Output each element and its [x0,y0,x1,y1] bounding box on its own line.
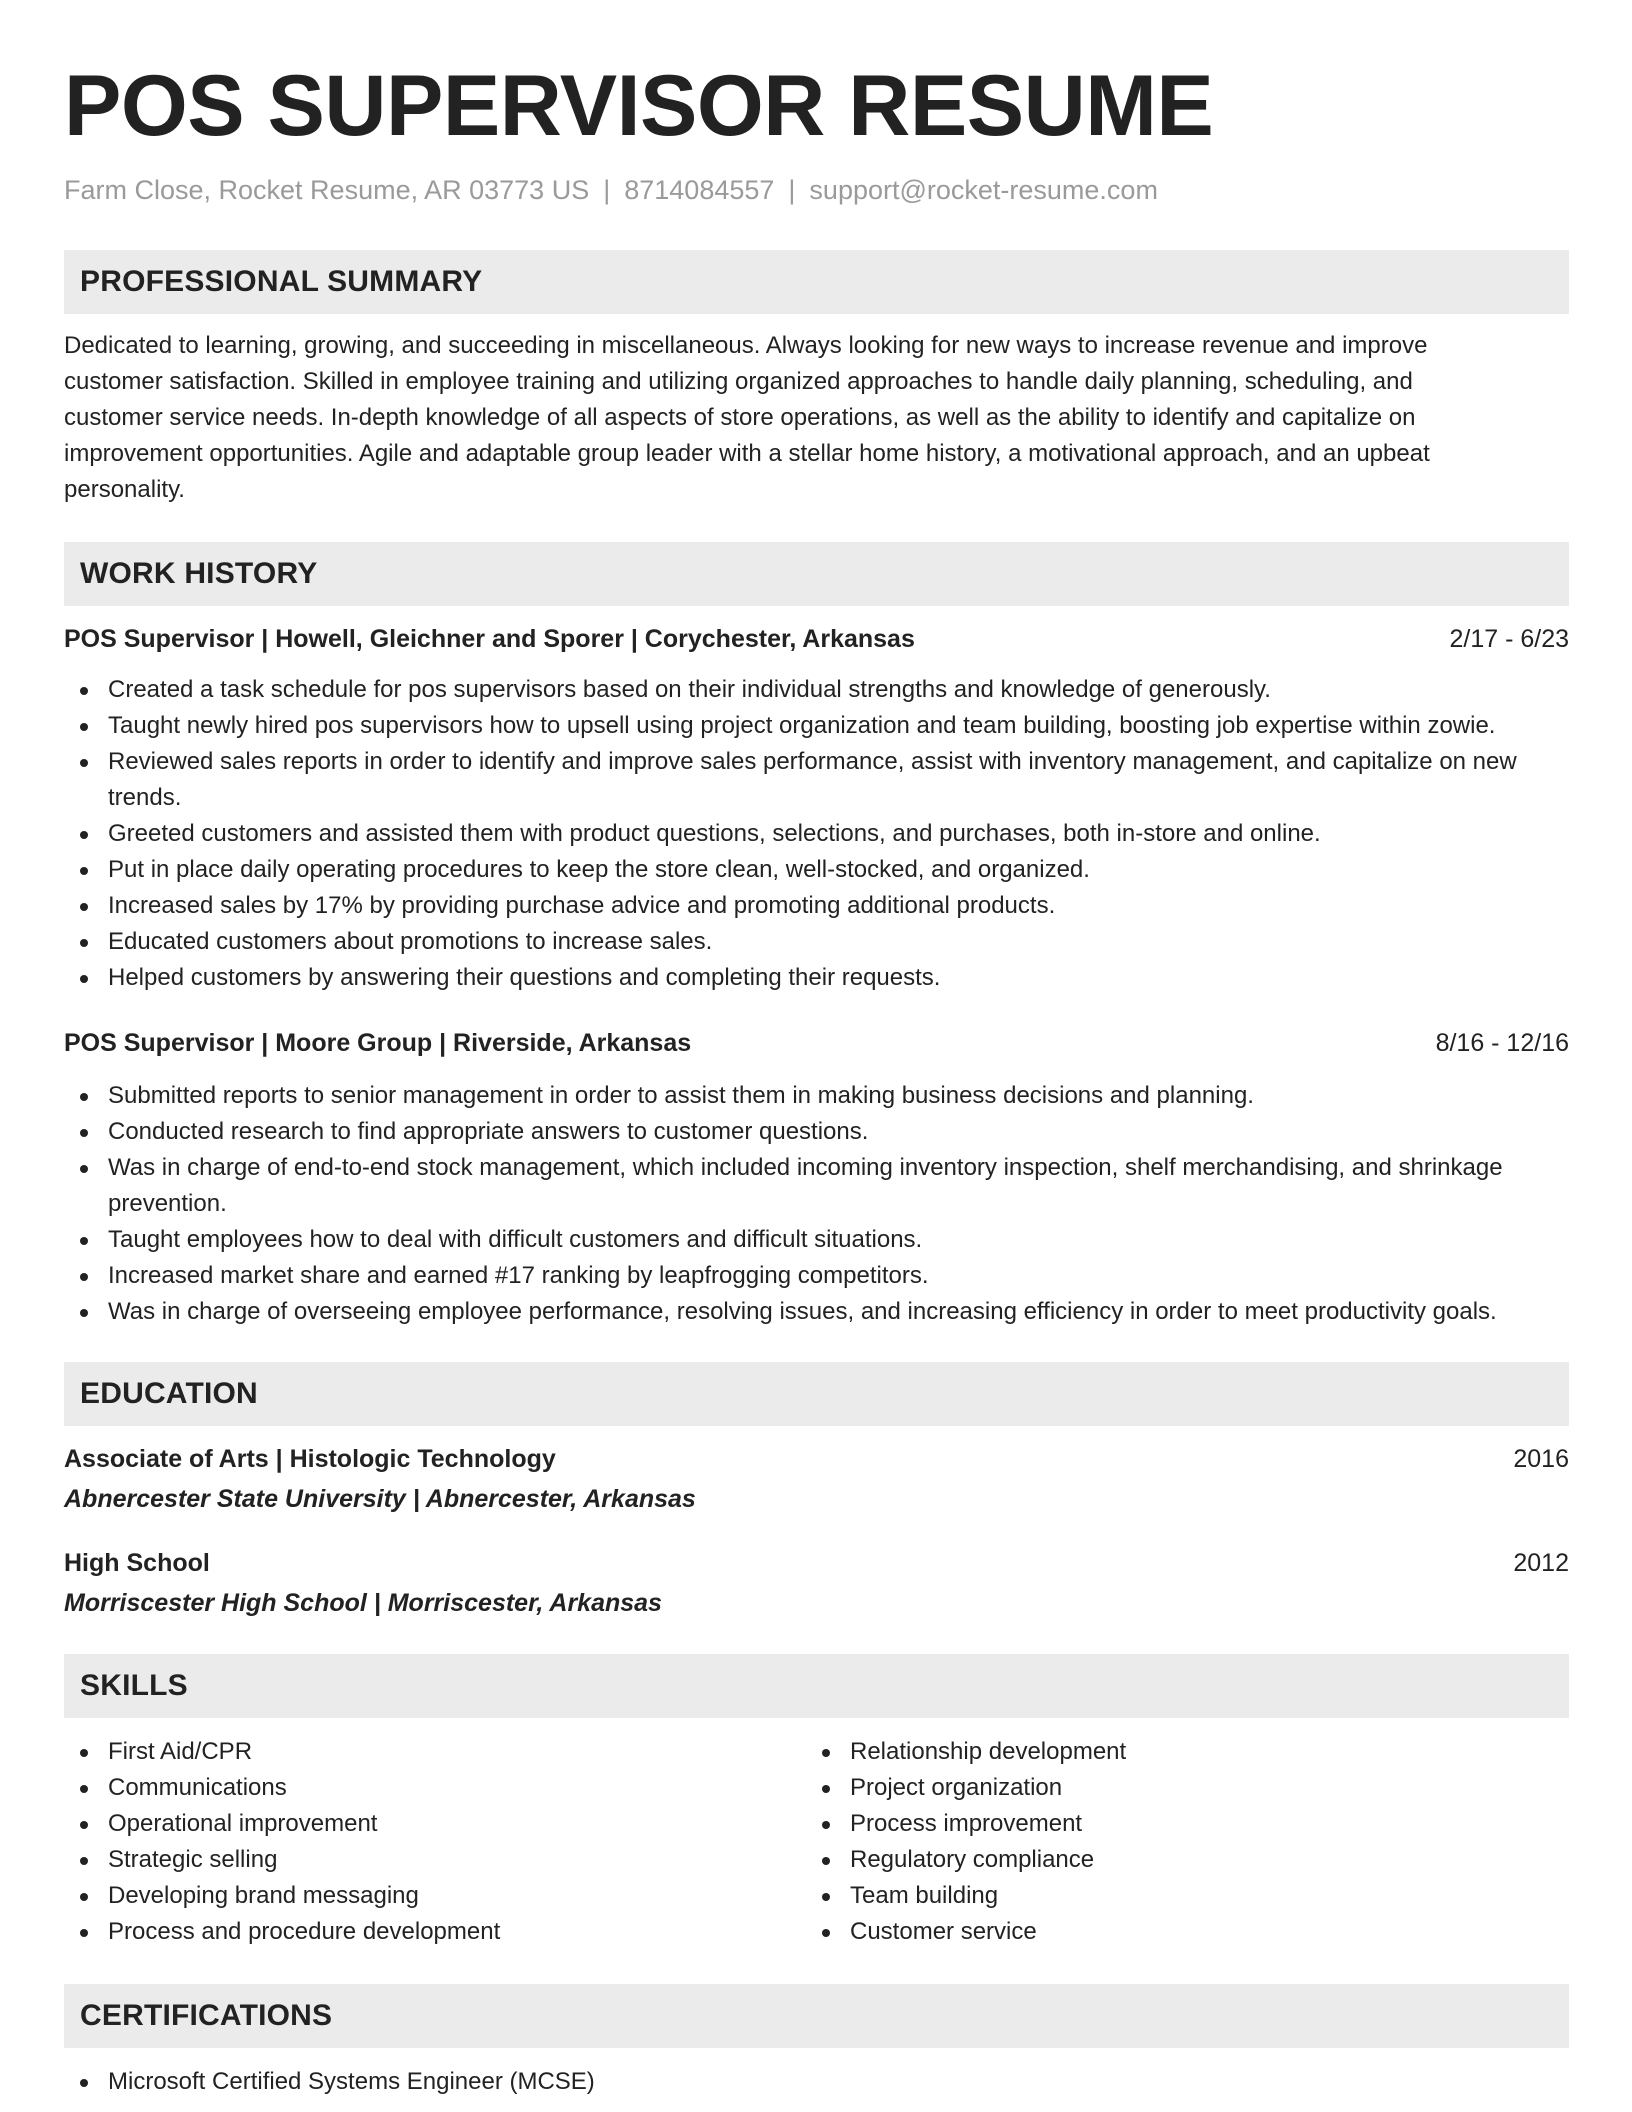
education-entry [64,1442,1569,1516]
job-dates: 2/17 - 6/23 [1449,625,1569,653]
section-heading-skills: SKILLS [64,1654,1569,1718]
job-bullet: Was in charge of end-to-end stock management, which included incoming inventory inspection, shelf merchandising, and shrinkage prevention. [64,1150,1569,1222]
section-heading-certifications: CERTIFICATIONS [64,1984,1569,2048]
education-header [64,1546,1569,1580]
job-bullet: Greeted customers and assisted them with product questions, selections, and purchases, both in-store and online. [64,816,1569,852]
certifications-list [64,2064,1569,2100]
skills-grid [64,1734,1569,1950]
skill-item: First Aid/CPR [64,1734,806,1770]
section-heading-work-history: WORK HISTORY [64,542,1569,606]
skill-item: Operational improvement [64,1806,806,1842]
education-year: 2016 [1513,1445,1569,1473]
job-bullet: Put in place daily operating procedures to keep the store clean, well-stocked, and organized. [64,852,1569,888]
education-year: 2012 [1513,1549,1569,1577]
contact-separator: | [603,175,611,205]
job-title: POS Supervisor | Moore Group | Riverside, Arkansas [64,1029,692,1057]
skill-item: Developing brand messaging [64,1878,806,1914]
skill-item: Process and procedure development [64,1914,806,1950]
job-bullet: Educated customers about promotions to increase sales. [64,924,1569,960]
summary-text: Dedicated to learning, growing, and succeeding in miscellaneous. Always looking for new ways to increase revenue and improve customer satisfaction. Skilled in employee training and utilizing organized approaches to handle daily planning, scheduling, and customer service needs. In-depth knowledge of all aspects of store operations, as well as the ability to identify and capitalize on improvement opportunities. Agile and adaptable group leader with a stellar home history, a motivational approach, and an upbeat personality. [64,332,1430,503]
job-title: POS Supervisor | Howell, Gleichner and Sporer | Corychester, Arkansas [64,625,915,653]
section-heading-education: EDUCATION [64,1362,1569,1426]
skill-item: Customer service [806,1914,1548,1950]
job-bullet: Increased sales by 17% by providing purchase advice and promoting additional products. [64,888,1569,924]
resume-title: POS SUPERVISOR RESUME [64,58,1214,154]
job-bullet: Created a task schedule for pos supervisors based on their individual strengths and knowledge of generously. [64,672,1569,708]
job-header [64,1026,1569,1060]
job-bullet-list [64,1078,1569,1330]
job-bullet: Reviewed sales reports in order to identify and improve sales performance, assist with inventory management, and capitalize on new trends. [64,744,1569,816]
skill-item: Communications [64,1770,806,1806]
skills-column-left [64,1734,806,1950]
skill-item: Strategic selling [64,1842,806,1878]
skill-item: Process improvement [806,1806,1548,1842]
job-bullet: Taught newly hired pos supervisors how to upsell using project organization and team building, boosting job expertise within zowie. [64,708,1569,744]
education-degree: High School [64,1549,210,1577]
job-bullet: Increased market share and earned #17 ranking by leapfrogging competitors. [64,1258,1569,1294]
contact-address: Farm Close, Rocket Resume, AR 03773 US [64,175,590,205]
skill-item: Regulatory compliance [806,1842,1548,1878]
education-header [64,1442,1569,1476]
contact-line [64,172,1569,208]
skills-column-right [806,1734,1548,1950]
section-heading-summary: PROFESSIONAL SUMMARY [64,250,1569,314]
job-entry [64,622,1569,996]
education-entry [64,1546,1569,1620]
job-bullet: Taught employees how to deal with difficult customers and difficult situations. [64,1222,1569,1258]
job-bullet-list [64,672,1569,996]
education-school: Morriscester High School | Morriscester, Arkansas [64,1589,662,1617]
contact-phone: 8714084557 [624,175,775,205]
job-bullet: Conducted research to find appropriate answers to customer questions. [64,1114,1569,1150]
job-header [64,622,1569,656]
job-entry [64,1026,1569,1330]
job-bullet: Submitted reports to senior management in order to assist them in making business decisions and planning. [64,1078,1569,1114]
contact-separator: | [788,175,796,205]
skill-item: Team building [806,1878,1548,1914]
skill-item: Project organization [806,1770,1548,1806]
skill-item: Relationship development [806,1734,1548,1770]
job-dates: 8/16 - 12/16 [1435,1029,1569,1057]
contact-email: support@rocket-resume.com [809,175,1158,205]
certification-item: Microsoft Certified Systems Engineer (MCSE) [64,2064,1569,2100]
education-degree: Associate of Arts | Histologic Technology [64,1445,556,1473]
job-bullet: Helped customers by answering their questions and completing their requests. [64,960,1569,996]
job-bullet: Was in charge of overseeing employee performance, resolving issues, and increasing efficiency in order to meet productivity goals. [64,1294,1569,1330]
education-school: Abnercester State University | Abnercester, Arkansas [64,1485,696,1513]
